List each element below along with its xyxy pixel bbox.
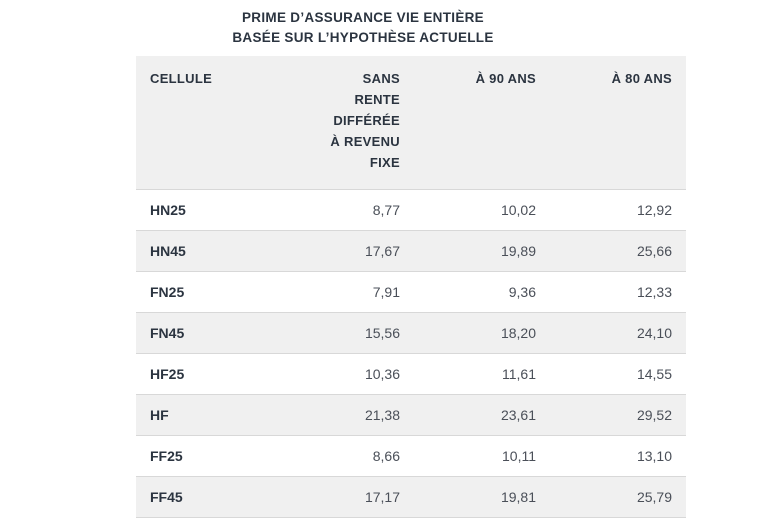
row-label: HN25 xyxy=(136,190,278,231)
column-header-line-4: À REVENU xyxy=(330,134,400,149)
premium-table xyxy=(136,56,686,518)
column-header-line-1: SANS xyxy=(362,71,400,86)
row-value-sans-rente: 7,91 xyxy=(278,272,414,313)
table-row xyxy=(136,231,686,272)
column-header-line-5: FIXE xyxy=(369,155,400,170)
row-value-sans-rente: 8,66 xyxy=(278,436,414,477)
row-value-sans-rente: 10,36 xyxy=(278,354,414,395)
table-title xyxy=(136,8,590,56)
row-value-90-ans: 23,61 xyxy=(414,395,550,436)
row-label: HF xyxy=(136,395,278,436)
column-header-line-2: RENTE xyxy=(354,92,400,107)
premium-table-container xyxy=(136,8,672,518)
row-label: FF45 xyxy=(136,477,278,518)
table-row xyxy=(136,436,686,477)
row-value-90-ans: 9,36 xyxy=(414,272,550,313)
row-value-sans-rente: 8,77 xyxy=(278,190,414,231)
row-value-80-ans: 25,66 xyxy=(550,231,686,272)
table-body xyxy=(136,190,686,518)
row-value-90-ans: 10,11 xyxy=(414,436,550,477)
row-value-80-ans: 25,79 xyxy=(550,477,686,518)
row-value-80-ans: 14,55 xyxy=(550,354,686,395)
table-row xyxy=(136,313,686,354)
table-row xyxy=(136,272,686,313)
row-label: FN25 xyxy=(136,272,278,313)
row-value-80-ans: 13,10 xyxy=(550,436,686,477)
table-row xyxy=(136,395,686,436)
row-label: FF25 xyxy=(136,436,278,477)
row-value-sans-rente: 15,56 xyxy=(278,313,414,354)
row-value-sans-rente: 21,38 xyxy=(278,395,414,436)
row-value-80-ans: 12,92 xyxy=(550,190,686,231)
table-row xyxy=(136,190,686,231)
row-value-sans-rente: 17,67 xyxy=(278,231,414,272)
table-header-row xyxy=(136,56,686,190)
column-header-sans-rente-differee xyxy=(278,56,414,190)
row-value-sans-rente: 17,17 xyxy=(278,477,414,518)
row-value-90-ans: 10,02 xyxy=(414,190,550,231)
table-title-line-1: PRIME D’ASSURANCE VIE ENTIÈRE xyxy=(242,10,484,25)
column-header-line-3: DIFFÉRÉE xyxy=(333,113,400,128)
row-value-90-ans: 18,20 xyxy=(414,313,550,354)
row-value-90-ans: 11,61 xyxy=(414,354,550,395)
table-title-line-2: BASÉE SUR L’HYPOTHÈSE ACTUELLE xyxy=(232,30,494,45)
row-label: FN45 xyxy=(136,313,278,354)
column-header-a-80-ans: À 80 ANS xyxy=(550,56,686,190)
row-value-80-ans: 24,10 xyxy=(550,313,686,354)
row-value-90-ans: 19,89 xyxy=(414,231,550,272)
row-value-80-ans: 29,52 xyxy=(550,395,686,436)
row-value-90-ans: 19,81 xyxy=(414,477,550,518)
row-value-80-ans: 12,33 xyxy=(550,272,686,313)
table-row xyxy=(136,354,686,395)
column-header-a-90-ans: À 90 ANS xyxy=(414,56,550,190)
row-label: HF25 xyxy=(136,354,278,395)
row-label: HN45 xyxy=(136,231,278,272)
column-header-cellule: CELLULE xyxy=(136,56,278,190)
table-head xyxy=(136,56,686,190)
table-row xyxy=(136,477,686,518)
